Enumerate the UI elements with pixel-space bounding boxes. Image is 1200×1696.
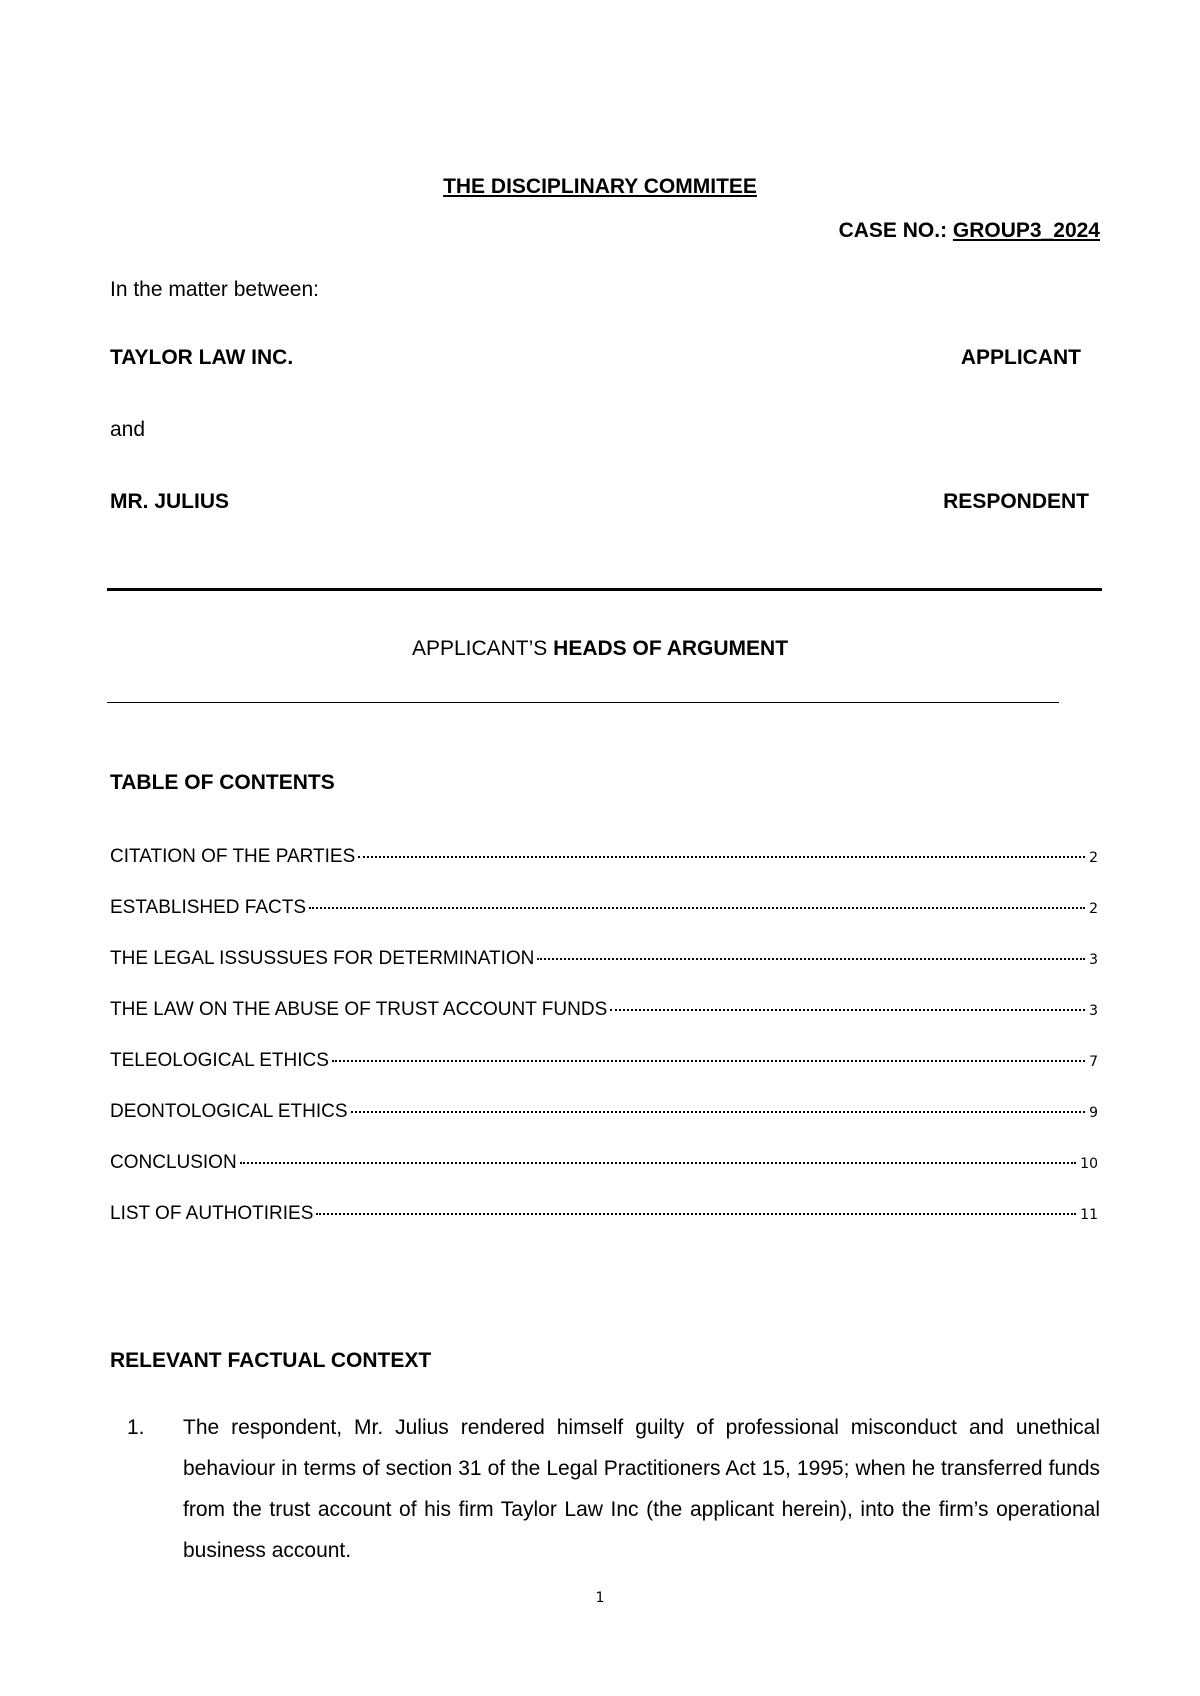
applicant-name: TAYLOR LAW INC. [110, 346, 294, 369]
party-connector: and [110, 418, 146, 441]
toc-dot-leader [316, 1213, 1076, 1215]
case-number-value: GROUP3_2024 [952, 219, 1100, 242]
toc-dot-leader [309, 907, 1085, 909]
toc-entry[interactable] [110, 1050, 1098, 1076]
toc-dot-leader [610, 1009, 1085, 1011]
toc-entry[interactable] [110, 846, 1098, 872]
toc-entry-label: THE LAW ON THE ABUSE OF TRUST ACCOUNT FUNDS [110, 999, 608, 1020]
toc-entry[interactable] [110, 1152, 1098, 1178]
section-heading: RELEVANT FACTUAL CONTEXT [110, 1349, 432, 1372]
toc-entry-page: 7 [1089, 1054, 1098, 1070]
toc-entry[interactable] [110, 897, 1098, 923]
toc-entry-page: 2 [1089, 850, 1098, 866]
paragraph-text: The respondent, Mr. Julius rendered himself guilty of professional misconduct and unethical behaviour in terms of section 31 of the Legal Practitioners Act 15, 1995; when he transferred funds from the trust account of his firm Taylor Law Inc (the applicant herein), into the firm’s operational business account. [183, 1416, 1100, 1562]
toc-dot-leader [332, 1060, 1085, 1062]
toc-entry-label: DEONTOLOGICAL ETHICS [110, 1101, 348, 1122]
toc-dot-leader [358, 856, 1085, 858]
respondent-role: RESPONDENT [943, 490, 1089, 513]
toc-entry-label: ESTABLISHED FACTS [110, 897, 307, 918]
toc-entry-page: 3 [1089, 1003, 1098, 1019]
toc-entry-page: 3 [1089, 952, 1098, 968]
heads-main: HEADS OF ARGUMENT [553, 637, 789, 660]
toc-dot-leader [537, 958, 1085, 960]
toc-entry[interactable] [110, 948, 1098, 974]
page-number: 1 [595, 1590, 605, 1606]
toc-dot-leader [351, 1111, 1086, 1113]
paragraph-number: 1. [127, 1416, 145, 1439]
toc-entry-label: THE LEGAL ISSUSSUES FOR DETERMINATION [110, 948, 535, 969]
toc-heading: TABLE OF CONTENTS [110, 771, 335, 794]
matter-between: In the matter between: [110, 278, 319, 301]
numbered-paragraph [110, 1407, 1100, 1571]
toc-entry-page: 9 [1089, 1105, 1098, 1121]
toc-dot-leader [240, 1162, 1076, 1164]
document-title: THE DISCIPLINARY COMMITEE [443, 175, 757, 198]
toc-entry-page: 11 [1080, 1207, 1098, 1223]
toc-entry-label: CONCLUSION [110, 1152, 237, 1173]
heads-prefix: APPLICANT’S [411, 637, 554, 660]
respondent-name: MR. JULIUS [110, 490, 230, 513]
toc-entry[interactable] [110, 999, 1098, 1025]
case-number-label: CASE NO.: [838, 219, 953, 242]
toc-entry-page: 2 [1089, 901, 1098, 917]
applicant-role: APPLICANT [960, 346, 1081, 369]
toc-entry-label: TELEOLOGICAL ETHICS [110, 1050, 329, 1071]
toc-entry-page: 10 [1080, 1156, 1098, 1172]
toc-entry[interactable] [110, 1203, 1098, 1229]
toc-entry-label: LIST OF AUTHOTIRIES [110, 1203, 314, 1224]
toc-entry-label: CITATION OF THE PARTIES [110, 846, 356, 867]
toc-entry[interactable] [110, 1101, 1098, 1127]
